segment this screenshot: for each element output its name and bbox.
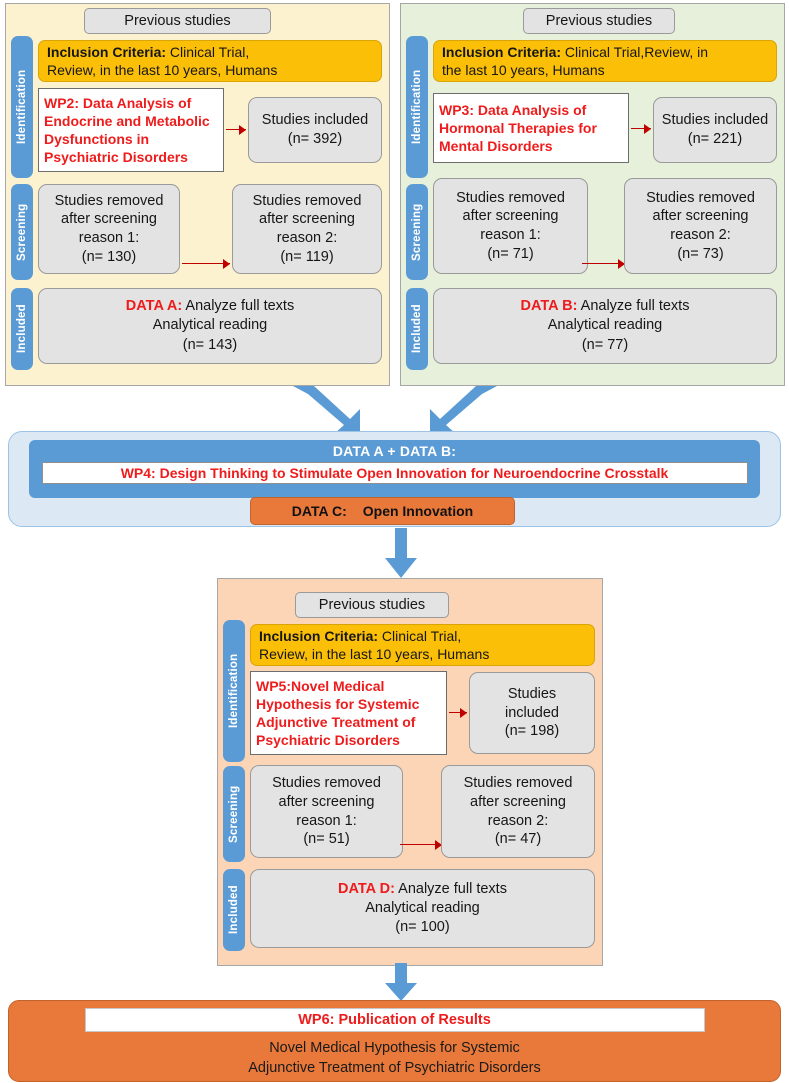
wp6-subtitle-line-1: Novel Medical Hypothesis for Systemic [269, 1040, 520, 1056]
wp-line: Endocrine and Metabolic [44, 112, 210, 129]
arrow-head [460, 708, 467, 718]
removed-line-2: after screening [278, 793, 375, 810]
inclusion-criteria-bottom [250, 624, 595, 666]
previous-studies-chip-right [523, 8, 675, 34]
data-c-box [250, 497, 515, 525]
studies-included-count: (n= 221) [687, 131, 743, 147]
data-a-count: (n= 143) [182, 336, 238, 353]
inclusion-criteria-right [433, 40, 777, 82]
data-d-rest: Analyze full texts [394, 880, 507, 897]
wp6-subtitle-line-2: Adjunctive Treatment of Psychiatric Disorders [248, 1060, 541, 1076]
connector-arrow-reason1-to-reason2-left [182, 259, 230, 269]
wp-line: Mental Disorders [439, 138, 553, 155]
removed-count: (n= 73) [677, 245, 724, 262]
inclusion-line-2: Review, in the last 10 years, Humans [47, 62, 278, 78]
connector-arrow-reason1-to-reason2-bottom [400, 840, 442, 850]
stage-screening-right [406, 184, 428, 280]
stage-label: Identification [228, 653, 240, 729]
data-ab-banner [29, 440, 760, 498]
inclusion-line-1-rest: Clinical Trial, [166, 43, 250, 60]
data-d-line-1 [338, 880, 507, 899]
inclusion-line-2: the last 10 years, Humans [442, 62, 605, 78]
data-a-line-1 [126, 297, 294, 316]
inclusion-line-1-rest: Clinical Trial, [378, 627, 462, 644]
studies-removed-reason2-left [232, 184, 382, 274]
stage-screening-left [11, 184, 33, 280]
removed-count: (n= 71) [487, 245, 534, 262]
wp3-box [433, 93, 629, 163]
connector-arrow-wp2-to-included [226, 125, 246, 135]
data-d-line-2: Analytical reading [365, 899, 480, 916]
studies-included-label: Studies included [661, 112, 769, 129]
data-b-line-2: Analytical reading [547, 317, 663, 334]
stage-label: Identification [411, 69, 423, 145]
wp-line: WP5:Novel Medical [256, 677, 385, 694]
removed-reason: reason 2: [276, 230, 338, 246]
data-d-box [250, 869, 595, 948]
studies-removed-reason2-right [624, 178, 777, 274]
data-b-count: (n= 77) [581, 336, 629, 353]
removed-count: (n= 47) [494, 831, 542, 848]
inclusion-criteria-left [38, 40, 382, 82]
wp-line: Hypothesis for Systemic [256, 695, 420, 712]
studies-removed-reason1-bottom [250, 765, 403, 858]
inclusion-line-1 [259, 627, 586, 645]
removed-reason: reason 2: [670, 227, 731, 243]
previous-studies-chip-left [84, 8, 271, 34]
connector-arrow-wp3-to-included [631, 124, 651, 134]
arrow-right-down-icon [430, 386, 497, 434]
removed-line-1: Studies removed [252, 192, 362, 209]
data-a-label: DATA A: [125, 298, 183, 315]
studies-included-bottom [469, 672, 595, 754]
removed-reason: reason 1: [480, 227, 541, 243]
arrow-left-down-icon [293, 386, 360, 434]
data-c-label: DATA C: [291, 503, 347, 519]
removed-line-2: after screening [652, 208, 749, 225]
previous-studies-label: Previous studies [545, 13, 653, 29]
stage-label: Screening [16, 203, 28, 261]
removed-reason: reason 1: [296, 812, 357, 829]
removed-count: (n= 51) [303, 831, 350, 848]
arrow-wp5-to-wp6 [385, 963, 417, 1001]
wp-line: Psychiatric Disorders [44, 149, 188, 166]
stage-label: Included [16, 304, 28, 354]
stage-label: Screening [411, 203, 423, 261]
stage-included-bottom [223, 869, 245, 951]
wp6-subtitle [248, 1038, 541, 1078]
data-b-label: DATA B: [520, 298, 578, 315]
connector-arrow-reason1-to-reason2-right [582, 259, 625, 269]
data-b-line-1 [521, 297, 690, 316]
wp-line: WP3: Data Analysis of [439, 101, 587, 118]
removed-line-2: after screening [61, 211, 157, 228]
studies-included-left [248, 97, 382, 163]
stage-identification-left [11, 36, 33, 178]
wp2-box [38, 88, 224, 172]
arrow-head [644, 124, 651, 134]
previous-studies-chip-bottom [295, 592, 449, 618]
removed-reason: reason 2: [487, 812, 549, 829]
data-d-label: DATA D: [338, 880, 395, 897]
stage-screening-bottom [223, 766, 245, 862]
studies-included-count: (n= 392) [287, 131, 343, 147]
removed-line-1: Studies removed [272, 775, 381, 792]
wp-line: Psychiatric Disorders [256, 732, 400, 749]
inclusion-label: Inclusion Criteria: [259, 627, 379, 644]
wp-line: Dysfunctions in [44, 131, 150, 147]
data-b-box [433, 288, 777, 364]
removed-line-2: after screening [470, 793, 566, 810]
wp-line: Adjunctive Treatment of [256, 714, 416, 730]
inclusion-label: Inclusion Criteria: [47, 43, 167, 60]
previous-studies-label: Previous studies [318, 597, 426, 613]
studies-included-label: Studies included [261, 112, 369, 129]
data-ab-title: DATA A + DATA B: [332, 443, 457, 459]
arrow-down-icon [385, 528, 417, 578]
data-a-box [38, 288, 382, 364]
inclusion-label: Inclusion Criteria: [442, 43, 562, 60]
wp6-title: WP6: Publication of Results [85, 1008, 705, 1032]
removed-line-1: Studies removed [456, 189, 565, 206]
wp4-box: WP4: Design Thinking to Stimulate Open Innovation for Neuroendocrine Crosstalk [42, 462, 748, 484]
removed-line-2: after screening [462, 208, 559, 225]
stage-label: Included [228, 885, 240, 935]
previous-studies-label: Previous studies [124, 13, 231, 29]
stage-identification-right [406, 36, 428, 178]
wp5-box [250, 671, 447, 755]
studies-removed-reason1-left [38, 184, 180, 274]
arrow-middle-to-wp5 [385, 528, 417, 578]
inclusion-line-1 [442, 43, 768, 61]
stage-label: Screening [228, 785, 240, 843]
inclusion-line-1 [47, 43, 373, 61]
removed-count: (n= 130) [81, 248, 137, 265]
connector-arrow-wp5-to-included [449, 708, 467, 718]
arrow-head [223, 259, 230, 269]
removed-line-2: after screening [259, 211, 355, 228]
removed-line-1: Studies removed [646, 189, 755, 206]
stage-label: Identification [16, 69, 28, 145]
wp-line: Hormonal Therapies for [439, 119, 597, 136]
wp6-result-banner [8, 1000, 781, 1082]
data-d-count: (n= 100) [395, 919, 450, 936]
studies-removed-reason2-bottom [441, 765, 595, 858]
arrow-head [239, 125, 246, 135]
stage-identification-bottom [223, 620, 245, 762]
stage-included-right [406, 288, 428, 370]
data-b-rest: Analyze full texts [577, 298, 690, 315]
studies-removed-reason1-right [433, 178, 588, 274]
studies-included-line-2: included [504, 704, 559, 721]
removed-line-1: Studies removed [463, 775, 573, 792]
arrow-down-icon [385, 963, 417, 1001]
studies-included-count: (n= 198) [504, 723, 560, 740]
removed-reason: reason 1: [78, 230, 140, 246]
data-a-line-2: Analytical reading [152, 317, 268, 334]
data-a-rest: Analyze full texts [182, 298, 295, 315]
studies-included-right [653, 97, 777, 163]
converging-arrows [290, 386, 500, 434]
wp-line: WP2: Data Analysis of [44, 94, 192, 111]
removed-line-1: Studies removed [54, 192, 164, 209]
inclusion-line-2: Review, in the last 10 years, Humans [259, 646, 490, 662]
stage-included-left [11, 288, 33, 370]
data-c-value: Open Innovation [362, 503, 474, 519]
inclusion-line-1-rest: Clinical Trial,Review, in [561, 43, 709, 60]
removed-count: (n= 119) [280, 248, 334, 265]
studies-included-line-1: Studies [507, 686, 557, 703]
stage-label: Included [411, 304, 423, 354]
